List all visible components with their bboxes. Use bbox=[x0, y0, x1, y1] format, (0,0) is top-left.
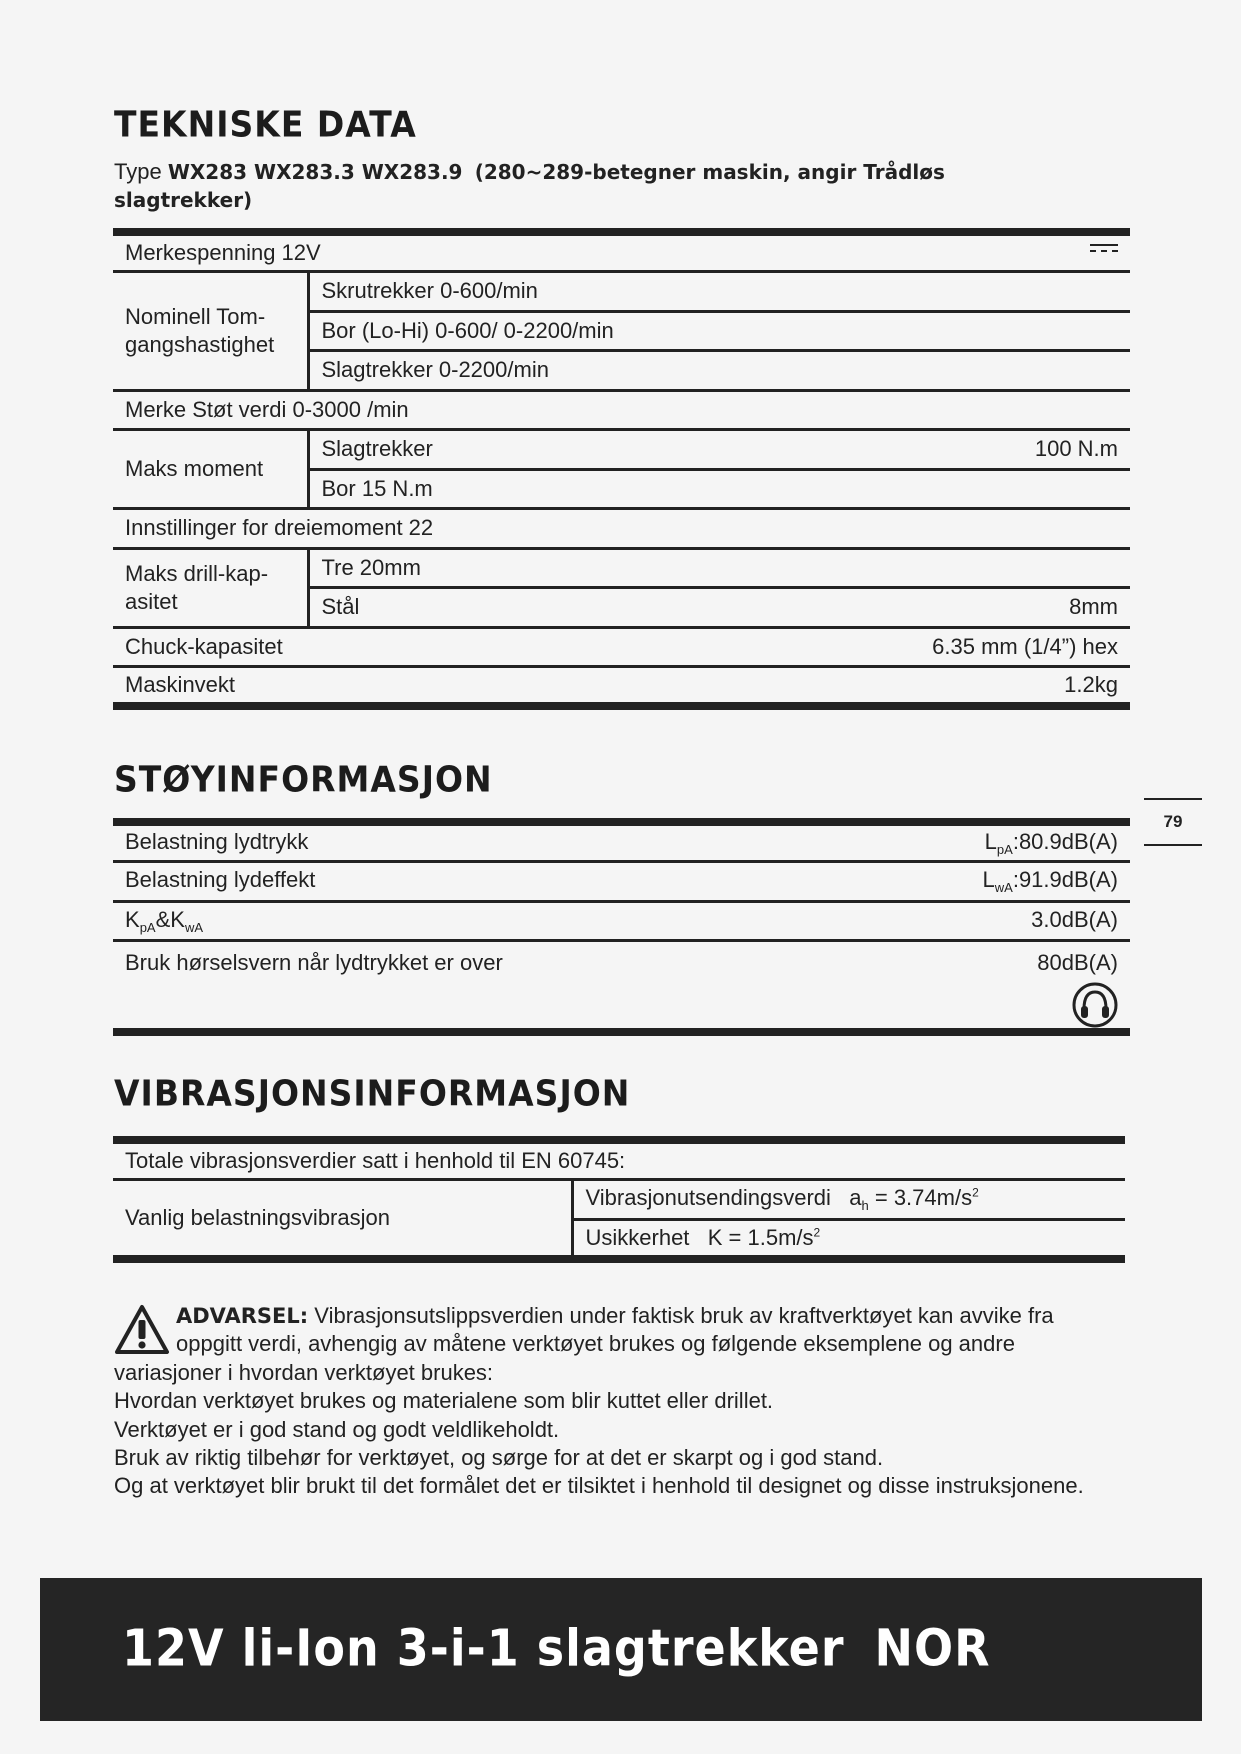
vibration-total-text: Totale vibrasjonsverdier satt i henhold til EN 60745: bbox=[113, 1140, 1125, 1180]
torque-label: Maks moment bbox=[113, 430, 308, 509]
warning-block bbox=[114, 1302, 1124, 1501]
warning-triangle-icon bbox=[114, 1304, 170, 1356]
warning-line: Og at verktøyet blir brukt til det formålet det er tilsiktet i henhold til designet og disse instruksjonene. bbox=[114, 1473, 1084, 1499]
tech-data-heading: TEKNISKE DATA bbox=[114, 103, 417, 146]
model-numbers: WX283 WX283.3 WX283.9 bbox=[167, 160, 463, 184]
impact-rate: Merke Støt verdi 0-3000 /min bbox=[113, 390, 1130, 430]
table-row bbox=[113, 1180, 1125, 1220]
voltage-text: Merkespenning 12V bbox=[125, 240, 321, 265]
footer-banner bbox=[40, 1578, 1202, 1721]
symbol-k2: &K bbox=[155, 906, 185, 932]
speed-impact: Slagtrekker 0-2200/min bbox=[308, 351, 1130, 391]
warning-label: ADVARSEL: bbox=[176, 1304, 309, 1328]
table-row bbox=[113, 941, 1130, 1033]
table-row bbox=[113, 1140, 1125, 1180]
symbol-a: a bbox=[849, 1185, 862, 1211]
ear-protection-label: Bruk hørselsvern når lydtrykket er over bbox=[125, 950, 503, 975]
pressure-number: :80.9dB(A) bbox=[1012, 829, 1118, 854]
table-row bbox=[113, 232, 1130, 272]
warning-line: Verktøyet er i god stand og godt veldlikeholdt. bbox=[114, 1416, 560, 1442]
product-name: 12V li-Ion 3-i-1 slagtrekker bbox=[122, 1618, 845, 1678]
weight-label: Maskinvekt bbox=[125, 672, 236, 697]
type-line bbox=[114, 158, 1034, 214]
torque-impact-label: Slagtrekker bbox=[321, 436, 433, 462]
table-row bbox=[113, 509, 1130, 549]
symbol-l: L bbox=[984, 829, 997, 854]
table-row bbox=[113, 862, 1130, 902]
subscript-wa: wA bbox=[184, 919, 204, 935]
subscript-pa: pA bbox=[996, 842, 1013, 857]
table-row bbox=[113, 430, 1130, 470]
subscript-wa: wA bbox=[994, 880, 1013, 896]
speed-screwdriver: Skrutrekker 0-600/min bbox=[308, 272, 1130, 312]
uncertainty-label: Usikkerhet bbox=[585, 1224, 690, 1250]
symbol-k: K bbox=[125, 906, 140, 932]
uncertainty-k-value: 3.0dB(A) bbox=[1031, 906, 1118, 932]
type-prefix: Type bbox=[114, 159, 162, 184]
model-description: (280~289-betegner maskin, angir Trådløs slagtrekker) bbox=[114, 160, 945, 212]
ear-threshold-value: 80dB(A) bbox=[1037, 950, 1118, 975]
emission-value bbox=[849, 1185, 979, 1214]
table-row bbox=[113, 627, 1130, 667]
load-vibration-label: Vanlig belastningsvibrasjon bbox=[113, 1180, 572, 1259]
table-row bbox=[113, 901, 1130, 941]
speed-label: Nominell Tom-gangshastighet bbox=[113, 272, 308, 391]
sound-power-label: Belastning lydeffekt bbox=[125, 867, 316, 893]
vibration-table bbox=[113, 1136, 1125, 1263]
table-row bbox=[113, 272, 1130, 312]
ear-protection-icon bbox=[1072, 982, 1118, 1028]
uncertainty-k-label bbox=[125, 906, 204, 935]
power-number: :91.9dB(A) bbox=[1012, 867, 1118, 893]
table-row bbox=[113, 667, 1130, 707]
drill-capacity-label: Maks drill-kap-asitet bbox=[113, 548, 308, 627]
drill-wood: Tre 20mm bbox=[308, 548, 1130, 588]
exponent: 2 bbox=[972, 1185, 979, 1200]
weight-value: 1.2kg bbox=[1064, 672, 1118, 697]
sound-power-value bbox=[983, 867, 1118, 895]
emission-number: = 3.74m/s bbox=[868, 1185, 973, 1211]
noise-info-heading: STØYINFORMASJON bbox=[114, 758, 493, 801]
warning-line: Hvordan verktøyet brukes og materialene som blir kuttet eller drillet. bbox=[114, 1388, 774, 1414]
uncertainty-number: K = 1.5m/s bbox=[707, 1224, 814, 1250]
symbol-l: L bbox=[982, 867, 995, 893]
dc-current-icon bbox=[1090, 244, 1118, 252]
warning-paragraph bbox=[114, 1302, 1124, 1387]
vibration-info-heading: VIBRASJONSINFORMASJON bbox=[114, 1072, 631, 1115]
table-row bbox=[113, 822, 1130, 862]
speed-drill: Bor (Lo-Hi) 0-600/ 0-2200/min bbox=[308, 311, 1130, 351]
drill-steel-label: Stål bbox=[321, 594, 360, 620]
torque-drill: Bor 15 N.m bbox=[308, 469, 1130, 509]
chuck-value: 6.35 mm (1/4”) hex bbox=[932, 633, 1118, 659]
footer-title bbox=[122, 1618, 991, 1677]
noise-table bbox=[113, 818, 1130, 1036]
exponent: 2 bbox=[813, 1225, 821, 1240]
uncertainty-value bbox=[708, 1225, 820, 1250]
warning-line: Bruk av riktig tilbehør for verktøyet, og sørge for at det er skarpt og i god stand. bbox=[114, 1445, 884, 1471]
emission-label: Vibrasjonutsendingsverdi bbox=[585, 1185, 831, 1211]
table-row bbox=[113, 548, 1130, 588]
warning-text: Vibrasjonsutslippsverdien under faktisk bruk av kraftverktøyet kan avvike fra oppgitt verdi, avhengig av måtene verktøyet brukes og følgende eksemplene og andre variasjoner i hvordan verktøyet brukes: bbox=[114, 1303, 1054, 1385]
page-number: 79 bbox=[1144, 798, 1202, 846]
language-code: NOR bbox=[874, 1618, 991, 1678]
drill-steel-value: 8mm bbox=[1069, 594, 1118, 620]
sound-pressure-label: Belastning lydtrykk bbox=[125, 829, 309, 854]
sound-pressure-value bbox=[985, 829, 1118, 857]
subscript-h: h bbox=[861, 1198, 869, 1214]
torque-settings: Innstillinger for dreiemoment 22 bbox=[113, 509, 1130, 549]
chuck-label: Chuck-kapasitet bbox=[125, 633, 283, 659]
torque-impact-value: 100 N.m bbox=[1034, 436, 1118, 462]
table-row bbox=[113, 390, 1130, 430]
subscript-pa: pA bbox=[139, 919, 156, 935]
tech-data-table bbox=[113, 228, 1130, 710]
